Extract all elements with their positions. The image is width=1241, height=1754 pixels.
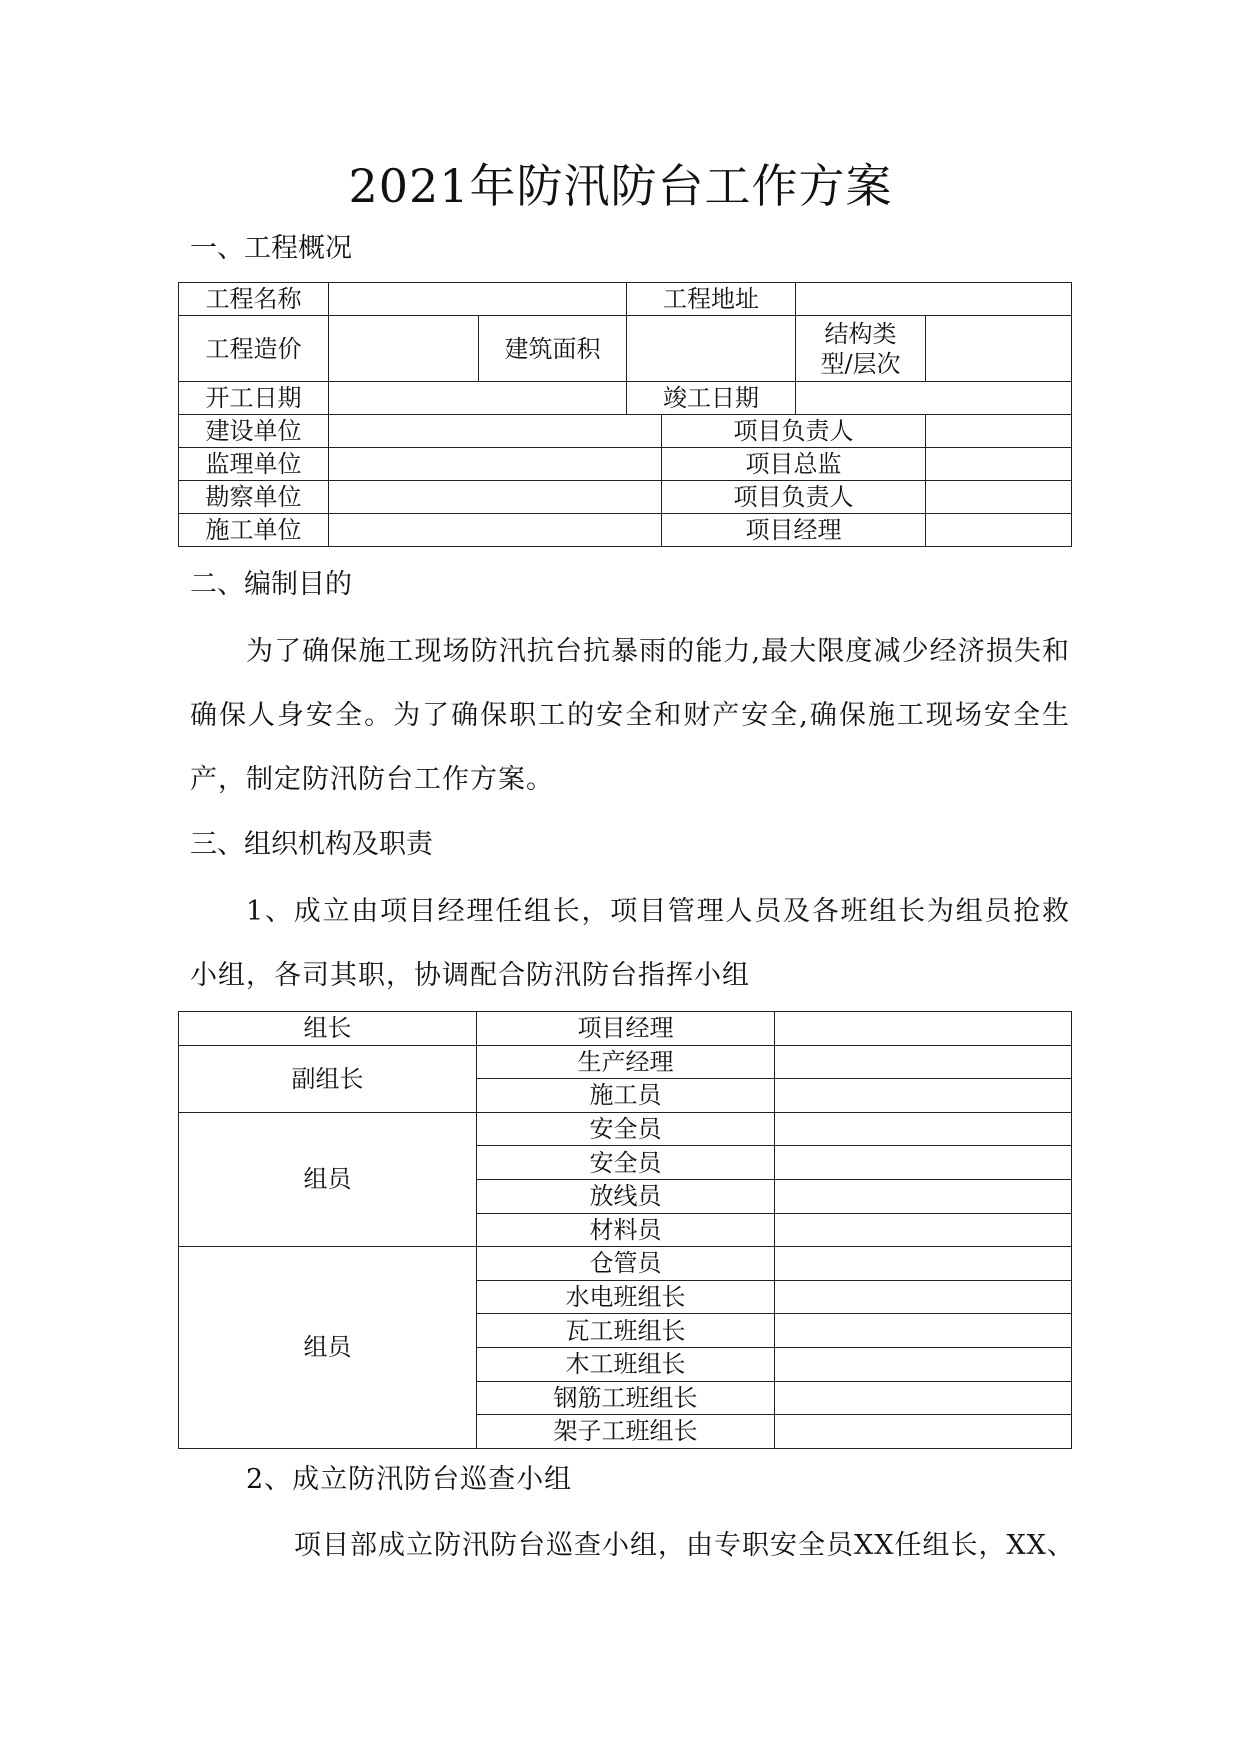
team-role: 水电班组长 — [477, 1280, 775, 1314]
completion-date-label: 竣工日期 — [627, 382, 796, 415]
project-name-label: 工程名称 — [179, 283, 329, 316]
leader-label: 组长 — [179, 1012, 477, 1046]
purpose-paragraph: 为了确保施工现场防汛抗台抗暴雨的能力,最大限度减少经济损失和确保人身安全。为了确保职工的安全和财产安全,确保施工现场安全生产，制定防汛防台工作方案。 — [190, 636, 1070, 795]
project-name-value — [329, 283, 627, 316]
name-cell — [775, 1280, 1072, 1314]
team-role: 材料员 — [477, 1213, 775, 1247]
name-cell — [775, 1415, 1072, 1449]
unit-label: 勘察单位 — [179, 481, 329, 514]
team-role: 瓦工班组长 — [477, 1314, 775, 1348]
unit-role-label: 项目总监 — [662, 448, 926, 481]
team-role: 钢筋工班组长 — [477, 1381, 775, 1415]
unit-value — [329, 481, 662, 514]
name-cell — [775, 1146, 1072, 1180]
name-cell — [775, 1179, 1072, 1213]
name-cell — [775, 1112, 1072, 1146]
section-heading-overview: 一、工程概况 — [190, 233, 352, 264]
name-cell — [775, 1045, 1072, 1079]
project-overview-table — [178, 282, 1072, 547]
structure-type-value — [926, 316, 1072, 382]
name-cell — [775, 1381, 1072, 1415]
team-role: 生产经理 — [477, 1045, 775, 1079]
patrol-team-heading: 2、成立防汛防台巡查小组 — [246, 1464, 573, 1495]
unit-value — [329, 448, 662, 481]
project-address-label: 工程地址 — [627, 283, 796, 316]
unit-value — [329, 514, 662, 547]
member-label: 组员 — [179, 1247, 477, 1449]
structure-type-label: 结构类型/层次 — [796, 316, 926, 382]
unit-role-value — [926, 448, 1072, 481]
start-date-label: 开工日期 — [179, 382, 329, 415]
leader-role: 项目经理 — [477, 1012, 775, 1046]
name-cell — [775, 1079, 1072, 1113]
building-area-label: 建筑面积 — [479, 316, 627, 382]
building-area-value — [627, 316, 796, 382]
name-cell — [775, 1213, 1072, 1247]
unit-role-value — [926, 514, 1072, 547]
unit-label: 施工单位 — [179, 514, 329, 547]
rescue-team-table — [178, 1011, 1072, 1449]
unit-label: 建设单位 — [179, 415, 329, 448]
project-address-value — [796, 283, 1072, 316]
name-cell — [775, 1347, 1072, 1381]
team-role: 放线员 — [477, 1179, 775, 1213]
page-title: 2021年防汛防台工作方案 — [348, 159, 893, 213]
name-cell — [775, 1247, 1072, 1281]
unit-role-value — [926, 415, 1072, 448]
deputy-label: 副组长 — [179, 1045, 477, 1112]
unit-role-label: 项目负责人 — [662, 415, 926, 448]
team-role: 木工班组长 — [477, 1347, 775, 1381]
unit-role-label: 项目经理 — [662, 514, 926, 547]
project-cost-label: 工程造价 — [179, 316, 329, 382]
name-cell — [775, 1012, 1072, 1046]
team-role: 仓管员 — [477, 1247, 775, 1281]
start-date-value — [329, 382, 627, 415]
section-heading-organization: 三、组织机构及职责 — [190, 829, 433, 860]
project-cost-value — [329, 316, 479, 382]
organization-paragraph: 1、成立由项目经理任组长，项目管理人员及各班组长为组员抢救小组，各司其职，协调配合防汛防台指挥小组 — [190, 896, 1070, 991]
name-cell — [775, 1314, 1072, 1348]
completion-date-value — [796, 382, 1072, 415]
section-heading-purpose: 二、编制目的 — [190, 569, 352, 600]
patrol-team-paragraph: 项目部成立防汛防台巡查小组，由专职安全员XX任组长，XX、 — [294, 1530, 1075, 1561]
unit-label: 监理单位 — [179, 448, 329, 481]
team-role: 施工员 — [477, 1079, 775, 1113]
unit-value — [329, 415, 662, 448]
member-label: 组员 — [179, 1112, 477, 1246]
unit-role-value — [926, 481, 1072, 514]
team-role: 架子工班组长 — [477, 1415, 775, 1449]
unit-role-label: 项目负责人 — [662, 481, 926, 514]
team-role: 安全员 — [477, 1112, 775, 1146]
team-role: 安全员 — [477, 1146, 775, 1180]
